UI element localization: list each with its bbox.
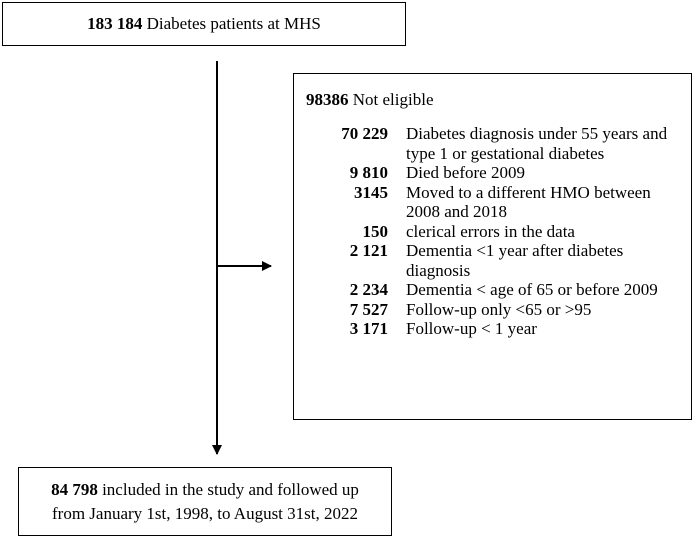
study-cohort-count: 84 798 <box>51 479 98 499</box>
exclusion-item-count: 3145 <box>354 182 388 202</box>
exclusion-item-count: 150 <box>362 221 388 241</box>
source-population-box <box>2 2 406 46</box>
exclusion-item <box>294 241 691 280</box>
exclusion-item-label: Follow-up only <65 or >95 <box>406 299 592 319</box>
exclusion-item-count: 2 121 <box>349 241 388 260</box>
source-population-count: 183 184 <box>87 14 143 33</box>
exclusion-item-label: Dementia < age of 65 or before 2009 <box>406 280 658 299</box>
exclusion-box <box>293 73 692 420</box>
exclusion-title <box>306 90 433 110</box>
exclusion-item-label: Dementia <1 year after diabetes diagnosis <box>406 241 624 280</box>
exclusion-total-label: Not eligible <box>352 90 434 109</box>
study-cohort-text <box>35 478 375 526</box>
exclusion-item-label: clerical errors in the data <box>406 221 575 241</box>
exclusion-total-count: 98386 <box>306 90 349 109</box>
exclusion-item <box>294 319 691 339</box>
exclusion-item-count: 9 810 <box>349 163 388 182</box>
exclusion-item-count: 7 527 <box>349 299 388 319</box>
exclusion-list <box>294 124 691 339</box>
exclusion-item-label: Diabetes diagnosis under 55 years and type 1 or gestational diabetes <box>406 124 668 163</box>
exclusion-item-label: Moved to a different HMO between 2008 and 2018 <box>406 182 651 221</box>
exclusion-item <box>294 280 691 300</box>
exclusion-item-count: 2 234 <box>349 280 388 299</box>
exclusion-item-label: Follow-up < 1 year <box>406 319 537 338</box>
study-cohort-label: included in the study and followed up from January 1st, 1998, to August 31st, 2022 <box>52 479 359 523</box>
exclusion-item-count: 70 229 <box>341 124 388 143</box>
exclusion-item <box>294 222 691 242</box>
source-population-label: Diabetes patients at MHS <box>146 14 321 33</box>
source-population-text <box>87 14 321 34</box>
exclusion-item <box>294 300 691 320</box>
exclusion-item <box>294 183 691 222</box>
exclusion-item-count: 3 171 <box>349 319 388 338</box>
exclusion-item-label: Died before 2009 <box>406 163 525 182</box>
exclusion-item <box>294 163 691 183</box>
exclusion-item <box>294 124 691 163</box>
study-cohort-box <box>18 467 392 536</box>
